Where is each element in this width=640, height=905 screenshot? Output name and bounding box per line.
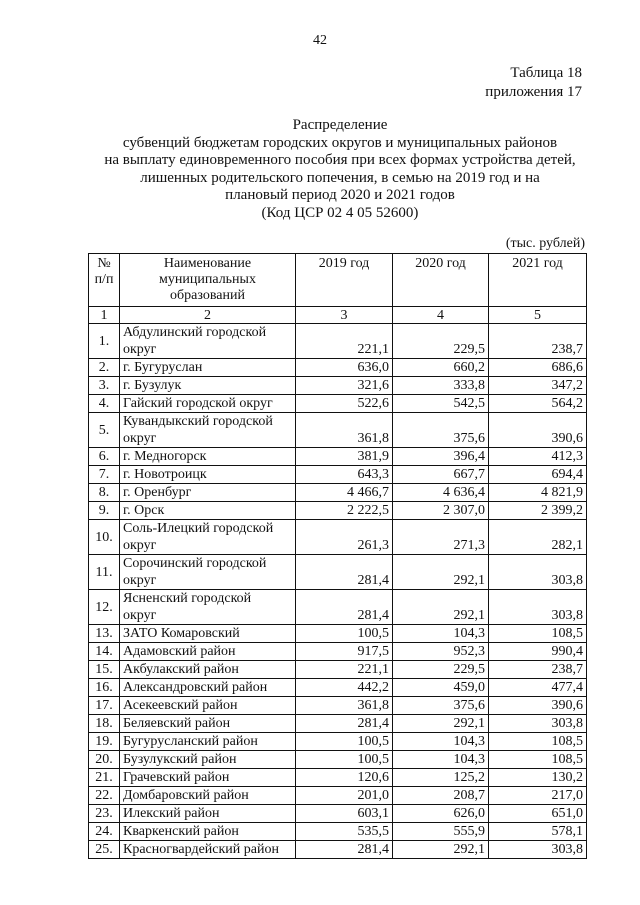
value-2019: 261,3 — [296, 520, 393, 555]
municipality-name-line: округ — [123, 538, 157, 553]
row-number: 6. — [89, 448, 120, 466]
value-2019: 120,6 — [296, 769, 393, 787]
table-reference — [485, 64, 582, 102]
value-2020: 2 307,0 — [393, 502, 489, 520]
table-row — [89, 359, 587, 377]
value-2021: 130,2 — [489, 769, 587, 787]
heading-line: лишенных родительского попечения, в семью на 2019 год и на — [140, 169, 540, 186]
municipality-name — [120, 679, 296, 697]
table-row — [89, 520, 587, 555]
value-2019: 281,4 — [296, 715, 393, 733]
row-number: 8. — [89, 484, 120, 502]
municipality-name-line: Кваркенский район — [123, 824, 239, 839]
table-row — [89, 679, 587, 697]
value-2020: 4 636,4 — [393, 484, 489, 502]
municipality-name-line: Грачевский район — [123, 770, 230, 785]
value-2020: 555,9 — [393, 823, 489, 841]
value-2020: 660,2 — [393, 359, 489, 377]
row-number: 7. — [89, 466, 120, 484]
row-number: 23. — [89, 805, 120, 823]
municipality-name-line: г. Бугуруслан — [123, 360, 203, 375]
municipality-name-line: Ясненский городской — [123, 591, 252, 606]
value-2020: 125,2 — [393, 769, 489, 787]
value-2020: 626,0 — [393, 805, 489, 823]
municipality-name — [120, 359, 296, 377]
value-2019: 281,4 — [296, 555, 393, 590]
value-2021: 108,5 — [489, 733, 587, 751]
row-number: 2. — [89, 359, 120, 377]
value-2020: 104,3 — [393, 733, 489, 751]
value-2020: 396,4 — [393, 448, 489, 466]
row-number: 15. — [89, 661, 120, 679]
value-2021: 412,3 — [489, 448, 587, 466]
municipality-name — [120, 625, 296, 643]
municipality-name-line: Абдулинский городской — [123, 325, 267, 340]
row-number: 4. — [89, 395, 120, 413]
value-2020: 292,1 — [393, 555, 489, 590]
row-number: 12. — [89, 590, 120, 625]
value-2021: 694,4 — [489, 466, 587, 484]
table-row — [89, 590, 587, 625]
municipality-name — [120, 555, 296, 590]
column-number: 4 — [393, 307, 489, 324]
value-2019: 636,0 — [296, 359, 393, 377]
municipality-name-line: округ — [123, 608, 157, 623]
column-number: 2 — [120, 307, 296, 324]
heading-line: на выплату единовременного пособия при всех формах устройства детей, — [104, 152, 576, 168]
municipality-name — [120, 590, 296, 625]
heading-title: Распределение — [292, 117, 388, 133]
table-body — [89, 324, 587, 859]
row-number: 22. — [89, 787, 120, 805]
value-2020: 952,3 — [393, 643, 489, 661]
municipality-name — [120, 787, 296, 805]
value-2021: 303,8 — [489, 555, 587, 590]
value-2021: 686,6 — [489, 359, 587, 377]
value-2019: 100,5 — [296, 751, 393, 769]
column-number: 3 — [296, 307, 393, 324]
municipality-name-line: г. Медногорск — [123, 449, 207, 464]
table-row — [89, 413, 587, 448]
heading-line: плановый период 2020 и 2021 годов — [225, 187, 455, 203]
municipality-name-line: Домбаровский район — [123, 788, 249, 803]
municipality-name — [120, 484, 296, 502]
value-2021: 2 399,2 — [489, 502, 587, 520]
table-header-row — [89, 254, 587, 307]
value-2019: 522,6 — [296, 395, 393, 413]
value-2021: 4 821,9 — [489, 484, 587, 502]
value-2021: 108,5 — [489, 625, 587, 643]
table-row — [89, 733, 587, 751]
value-2019: 100,5 — [296, 625, 393, 643]
value-2020: 229,5 — [393, 324, 489, 359]
header-num: № п/п — [89, 254, 120, 307]
value-2021: 238,7 — [489, 324, 587, 359]
municipality-name — [120, 643, 296, 661]
municipality-name — [120, 661, 296, 679]
value-2021: 651,0 — [489, 805, 587, 823]
row-number: 9. — [89, 502, 120, 520]
value-2021: 564,2 — [489, 395, 587, 413]
municipality-name-line: Красногвардейский район — [123, 842, 279, 857]
value-2019: 221,1 — [296, 661, 393, 679]
value-2019: 643,3 — [296, 466, 393, 484]
value-2020: 104,3 — [393, 751, 489, 769]
table-row — [89, 448, 587, 466]
municipality-name-line: Беляевский район — [123, 716, 231, 731]
municipality-name-line: Бугурусланский район — [123, 734, 258, 749]
row-number: 10. — [89, 520, 120, 555]
value-2019: 321,6 — [296, 377, 393, 395]
table-ref-line: Таблица 18 — [510, 65, 582, 81]
value-2021: 238,7 — [489, 661, 587, 679]
municipality-name — [120, 733, 296, 751]
table-row — [89, 787, 587, 805]
value-2019: 100,5 — [296, 733, 393, 751]
page-number: 42 — [313, 33, 327, 48]
municipality-name-line: Гайский городской округ — [123, 396, 273, 411]
municipality-name — [120, 823, 296, 841]
municipality-name-line: Бузулукский район — [123, 752, 237, 767]
units-label: (тыс. рублей) — [505, 236, 585, 251]
column-number: 1 — [89, 307, 120, 324]
table-row — [89, 715, 587, 733]
value-2019: 535,5 — [296, 823, 393, 841]
municipality-name — [120, 466, 296, 484]
municipality-name — [120, 448, 296, 466]
value-2020: 667,7 — [393, 466, 489, 484]
value-2021: 303,8 — [489, 841, 587, 859]
municipality-name — [120, 697, 296, 715]
row-number: 1. — [89, 324, 120, 359]
municipality-name — [120, 502, 296, 520]
municipality-name-line: Адамовский район — [123, 644, 236, 659]
municipality-name — [120, 751, 296, 769]
value-2021: 390,6 — [489, 413, 587, 448]
value-2021: 477,4 — [489, 679, 587, 697]
municipality-name-line: г. Орск — [123, 503, 165, 518]
header-2020: 2020 год — [393, 254, 489, 307]
row-number: 17. — [89, 697, 120, 715]
row-number: 18. — [89, 715, 120, 733]
municipality-name-line: г. Новотроицк — [123, 467, 207, 482]
municipality-name-line: Александровский район — [123, 680, 268, 695]
heading-code: (Код ЦСР 02 4 05 52600) — [261, 204, 419, 221]
municipality-name-line: округ — [123, 431, 157, 446]
municipality-name-line: Асекеевский район — [123, 698, 238, 713]
row-number: 11. — [89, 555, 120, 590]
value-2021: 282,1 — [489, 520, 587, 555]
table-row — [89, 625, 587, 643]
row-number: 14. — [89, 643, 120, 661]
municipality-name-line: Соль-Илецкий городской — [123, 521, 274, 536]
table-row — [89, 555, 587, 590]
municipality-name — [120, 715, 296, 733]
value-2020: 333,8 — [393, 377, 489, 395]
table-ref-line: приложения 17 — [485, 84, 582, 100]
value-2021: 217,0 — [489, 787, 587, 805]
heading-line: субвенций бюджетам городских округов и муниципальных районов — [122, 134, 558, 151]
table-row — [89, 502, 587, 520]
value-2019: 281,4 — [296, 841, 393, 859]
value-2020: 459,0 — [393, 679, 489, 697]
value-2020: 271,3 — [393, 520, 489, 555]
row-number: 24. — [89, 823, 120, 841]
municipality-name-line: г. Бузулук — [123, 378, 182, 393]
municipality-name — [120, 841, 296, 859]
value-2020: 292,1 — [393, 715, 489, 733]
value-2020: 375,6 — [393, 413, 489, 448]
value-2021: 347,2 — [489, 377, 587, 395]
value-2020: 542,5 — [393, 395, 489, 413]
table-row — [89, 484, 587, 502]
row-number: 5. — [89, 413, 120, 448]
row-number: 20. — [89, 751, 120, 769]
table-row — [89, 805, 587, 823]
value-2019: 917,5 — [296, 643, 393, 661]
value-2019: 221,1 — [296, 324, 393, 359]
table-row — [89, 697, 587, 715]
row-number: 16. — [89, 679, 120, 697]
value-2020: 208,7 — [393, 787, 489, 805]
value-2021: 303,8 — [489, 590, 587, 625]
row-number: 25. — [89, 841, 120, 859]
value-2021: 108,5 — [489, 751, 587, 769]
municipality-name — [120, 805, 296, 823]
value-2020: 229,5 — [393, 661, 489, 679]
value-2021: 303,8 — [489, 715, 587, 733]
value-2019: 2 222,5 — [296, 502, 393, 520]
municipality-name — [120, 413, 296, 448]
subsidy-table — [88, 253, 587, 859]
table-row — [89, 769, 587, 787]
table-row — [89, 466, 587, 484]
row-number: 13. — [89, 625, 120, 643]
table-row — [89, 823, 587, 841]
table-row — [89, 377, 587, 395]
municipality-name-line: Сорочинский городской — [123, 556, 267, 571]
column-number: 5 — [489, 307, 587, 324]
table-row — [89, 751, 587, 769]
value-2019: 281,4 — [296, 590, 393, 625]
municipality-name — [120, 769, 296, 787]
municipality-name — [120, 520, 296, 555]
table-row — [89, 395, 587, 413]
municipality-name-line: г. Оренбург — [123, 485, 192, 500]
municipality-name-line: округ — [123, 342, 157, 357]
value-2019: 381,9 — [296, 448, 393, 466]
value-2021: 990,4 — [489, 643, 587, 661]
row-number: 3. — [89, 377, 120, 395]
header-name: Наименование муниципальных образований — [120, 254, 296, 307]
row-number: 19. — [89, 733, 120, 751]
municipality-name — [120, 324, 296, 359]
document-heading — [80, 117, 600, 222]
value-2019: 603,1 — [296, 805, 393, 823]
municipality-name-line: Илекский район — [123, 806, 220, 821]
table-row — [89, 661, 587, 679]
municipality-name — [120, 377, 296, 395]
municipality-name-line: Акбулакский район — [123, 662, 239, 677]
municipality-name-line: округ — [123, 573, 157, 588]
column-number-row — [89, 307, 587, 324]
row-number: 21. — [89, 769, 120, 787]
table-row — [89, 643, 587, 661]
municipality-name-line: Кувандыкский городской — [123, 414, 273, 429]
value-2020: 292,1 — [393, 841, 489, 859]
table-row — [89, 324, 587, 359]
header-2021: 2021 год — [489, 254, 587, 307]
value-2019: 201,0 — [296, 787, 393, 805]
value-2021: 390,6 — [489, 697, 587, 715]
table-row — [89, 841, 587, 859]
header-2019: 2019 год — [296, 254, 393, 307]
value-2019: 361,8 — [296, 413, 393, 448]
value-2020: 375,6 — [393, 697, 489, 715]
municipality-name — [120, 395, 296, 413]
value-2021: 578,1 — [489, 823, 587, 841]
value-2019: 361,8 — [296, 697, 393, 715]
municipality-name-line: ЗАТО Комаровский — [123, 626, 240, 641]
value-2020: 292,1 — [393, 590, 489, 625]
value-2019: 4 466,7 — [296, 484, 393, 502]
value-2020: 104,3 — [393, 625, 489, 643]
value-2019: 442,2 — [296, 679, 393, 697]
